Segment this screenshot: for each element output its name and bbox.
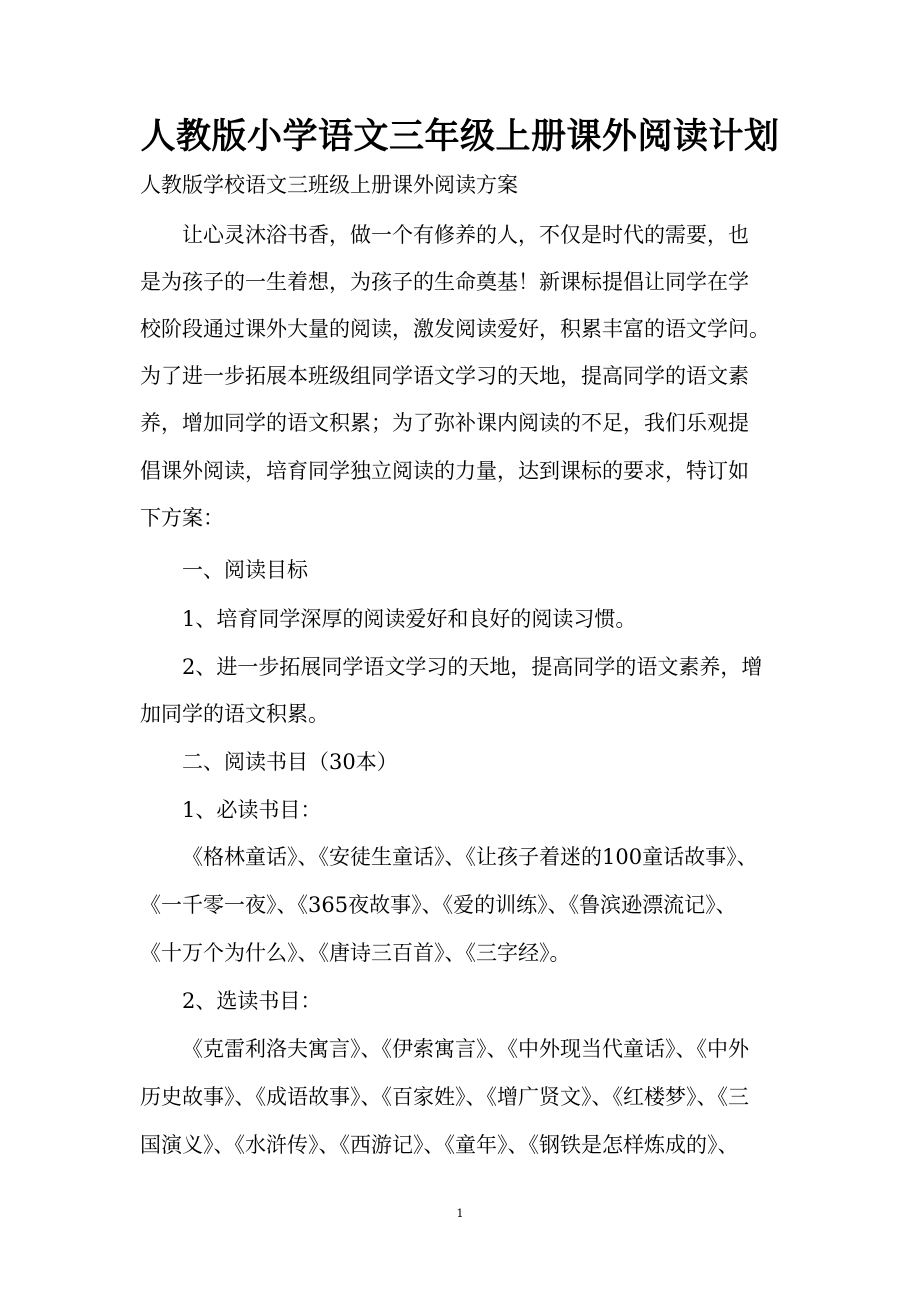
intro-line: 让心灵沐浴书香，做一个有修养的人，不仅是时代的需要，也 <box>182 223 749 247</box>
required-books-heading: 1、必读书目： <box>182 798 322 822</box>
optional-books-heading: 2、选读书目： <box>182 989 322 1013</box>
book-list-line: 《克雷利洛夫寓言》、《伊索寓言》、《中外现当代童话》、《中外 <box>182 1037 749 1061</box>
goal-item-continuation: 加同学的语文积累。 <box>140 702 329 726</box>
book-list-line: 《格林童话》、《安徒生童话》、《让孩子着迷的100童话故事》、 <box>182 845 758 869</box>
section-heading-reading-goals: 一、阅读目标 <box>182 558 308 582</box>
section-heading-reading-list: 二、阅读书目（30本） <box>182 750 398 774</box>
goal-item: 1、培育同学深厚的阅读爱好和良好的阅读习惯。 <box>182 607 637 631</box>
book-list-line: 《一千零一夜》、《365夜故事》、《爱的训练》、《鲁滨逊漂流记》、 <box>140 893 737 917</box>
book-list-line: 历史故事》、《成语故事》、《百家姓》、《增广贤文》、《红楼梦》、《三 <box>140 1085 749 1109</box>
intro-line: 校阶段通过课外大量的阅读，激发阅读爱好，积累丰富的语文学问。 <box>140 317 770 341</box>
page-number: 1 <box>456 1207 464 1220</box>
intro-line: 是为孩子的一生着想，为孩子的生命奠基！新课标提倡让同学在学 <box>140 270 749 294</box>
document-title: 人教版小学语文三年级上册课外阅读计划 <box>140 116 780 157</box>
book-list-line: 《十万个为什么》、《唐诗三百首》、《三字经》。 <box>140 941 571 965</box>
intro-line: 下方案： <box>140 506 224 530</box>
intro-line: 养，增加同学的语文积累；为了弥补课内阅读的不足，我们乐观提 <box>140 411 749 435</box>
goal-item: 2、进一步拓展同学语文学习的天地，提高同学的语文素养，增 <box>182 655 763 679</box>
document-subtitle: 人教版学校语文三班级上册课外阅读方案 <box>140 173 518 197</box>
book-list-line: 国演义》、《水浒传》、《西游记》、《童年》、《钢铁是怎样炼成的》、 <box>140 1133 739 1157</box>
intro-line: 倡课外阅读，培育同学独立阅读的力量，达到课标的要求，特订如 <box>140 459 749 483</box>
intro-line: 为了进一步拓展本班级组同学语文学习的天地，提高同学的语文素 <box>140 364 749 388</box>
